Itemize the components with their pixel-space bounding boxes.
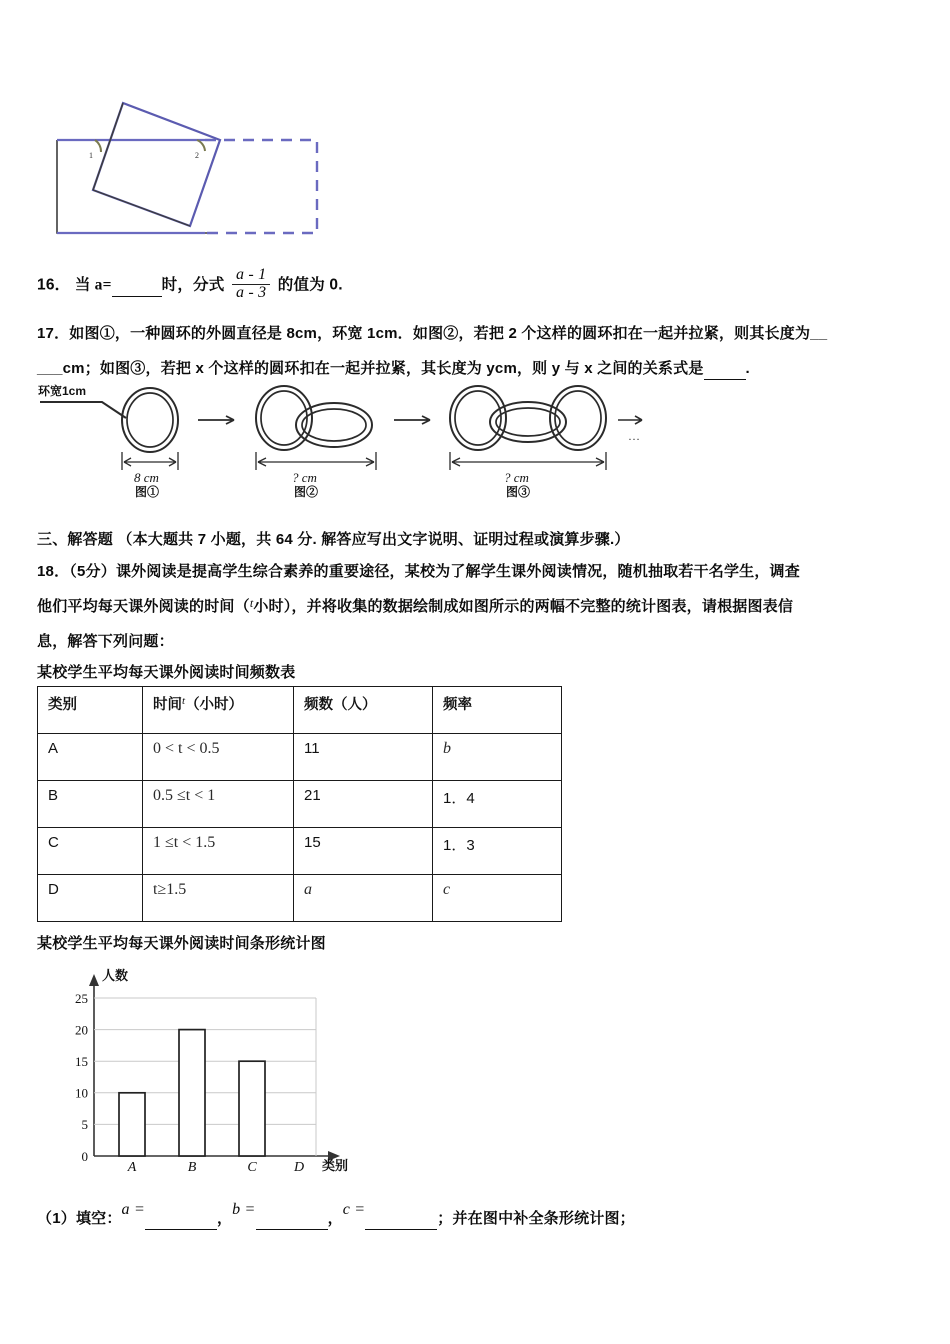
figure-2-caption: 图②	[294, 485, 319, 498]
arrow-1	[198, 416, 234, 424]
header-category: 类别	[38, 687, 143, 734]
cell-rate: b	[433, 734, 562, 781]
header-time-superscript: t	[182, 695, 186, 707]
figure-overlapping-rectangles	[45, 78, 345, 248]
dim2-ticks	[256, 452, 376, 470]
frequency-table-head	[38, 687, 562, 734]
arrow-2	[394, 416, 430, 424]
q17-number: 17．	[37, 325, 70, 342]
q18-1-b-equals: b =	[232, 1201, 256, 1218]
translated-rect-dashed	[205, 140, 317, 233]
y-axis-label: 人数	[102, 968, 129, 983]
figure-rings	[38, 378, 648, 503]
question-16	[37, 268, 343, 303]
question-17-line-2	[37, 357, 750, 380]
q18-1-b-blank[interactable]	[256, 1212, 328, 1230]
bar-chart-svg	[44, 958, 374, 1173]
angle-label-1: 1	[89, 151, 93, 160]
bar-C	[239, 1061, 265, 1156]
dim1-ticks	[122, 452, 178, 470]
rings-ellipsis: …	[628, 429, 640, 443]
y-tick-labels	[75, 991, 88, 1164]
section-3-heading: 三、解答题 （本大题共 7 小题，共 64 分. 解答应写出文字说明、证明过程或演算步骤.）	[37, 531, 630, 548]
y-tick-15: 15	[75, 1054, 88, 1069]
question-18-line-2	[37, 595, 793, 616]
y-tick-5: 5	[81, 1117, 88, 1132]
bar-B	[179, 1030, 205, 1156]
base-rect-dark-edges	[57, 140, 210, 233]
question-18-line-3: 息，解答下列问题：	[37, 633, 174, 650]
angle-1-arc	[95, 140, 101, 152]
fraction-numerator: a - 1	[235, 266, 267, 283]
bar-chart-title: 某校学生平均每天课外阅读时间条形统计图	[37, 935, 326, 952]
table-row	[38, 734, 562, 781]
cell-rate: 1．4	[433, 781, 562, 828]
cell-time: 1 ≤t < 1.5	[143, 828, 294, 875]
rectangles-svg	[45, 78, 345, 243]
q18-1-comma-1: ，	[216, 1210, 233, 1227]
q18-score: （5分）	[69, 563, 116, 580]
y-axis-arrow	[89, 974, 99, 986]
q17-line1: 如图①，一种圆环的外圆直径是 8cm，环宽 1cm．如图②，若把 2 个这样的圆环扣在一起并拉紧，则其长度为__	[69, 325, 828, 342]
cell-time: t≥1.5	[143, 875, 294, 922]
ring3a-inner	[455, 391, 501, 445]
q16-number: 16．	[37, 276, 71, 294]
ring3c-inner	[555, 391, 601, 445]
cell-category: B	[38, 781, 143, 828]
header-time-text: 时间	[153, 697, 182, 713]
q18-1-c-blank[interactable]	[365, 1212, 437, 1230]
cell-category: A	[38, 734, 143, 781]
table-row	[38, 781, 562, 828]
q16-pre: 当 a=	[74, 276, 112, 294]
dim3-label: ? cm	[504, 470, 529, 485]
q18-line2-b: 小时），并将收集的数据绘制成如图所示的两幅不完整的统计图表，请根据图表信	[253, 598, 794, 615]
header-frequency: 频数（人）	[294, 687, 433, 734]
rotated-rect	[93, 103, 220, 226]
cell-frequency: 15	[294, 828, 433, 875]
q16-fraction	[232, 267, 270, 302]
fraction-denominator: a - 3	[232, 284, 270, 302]
frequency-table-title: 某校学生平均每天课外阅读时间频数表	[37, 664, 296, 681]
bar-chart	[44, 958, 374, 1178]
x-tick-labels	[127, 1160, 304, 1173]
cell-rate: 1．3	[433, 828, 562, 875]
q17-relation-blank[interactable]	[704, 362, 746, 380]
angle-2-arc	[197, 140, 205, 151]
table-header-row	[38, 687, 562, 734]
cell-time: 0.5 ≤t < 1	[143, 781, 294, 828]
question-18-line-1	[37, 560, 800, 581]
header-rate: 频率	[433, 687, 562, 734]
table-row	[38, 828, 562, 875]
bar-A	[119, 1093, 145, 1156]
q18-line1: 课外阅读是提高学生综合素养的重要途径，某校为了解学生课外阅读情况，随机抽取若干名学生，调查	[115, 563, 800, 580]
cell-frequency: 11	[294, 734, 433, 781]
y-tick-0: 0	[81, 1149, 88, 1164]
cell-frequency: a	[294, 875, 433, 922]
cell-time: 0 < t < 0.5	[143, 734, 294, 781]
x-tick-C: C	[247, 1160, 257, 1173]
ring2a-outer	[256, 386, 312, 450]
question-18-part-1	[37, 1201, 635, 1230]
x-axis-label: 类别	[322, 1158, 349, 1173]
ring-width-leader	[40, 402, 126, 418]
q16-blank[interactable]	[112, 278, 162, 297]
dim3-ticks	[450, 452, 606, 470]
x-tick-D: D	[293, 1160, 305, 1173]
q16-post: 的值为 0.	[277, 276, 343, 294]
q18-1-label: （1）填空：	[37, 1210, 122, 1227]
y-tick-20: 20	[75, 1022, 88, 1038]
x-tick-B: B	[187, 1160, 197, 1173]
q18-line2-a: 他们平均每天课外阅读的时间（	[37, 598, 250, 615]
cell-frequency: 21	[294, 781, 433, 828]
q18-1-comma-2: ，	[327, 1210, 343, 1227]
header-time	[143, 687, 294, 734]
q18-1-semicolon: ；	[437, 1210, 453, 1227]
cell-category: D	[38, 875, 143, 922]
table-row	[38, 875, 562, 922]
question-17-line-1	[37, 322, 827, 343]
q18-1-a-blank[interactable]	[145, 1212, 217, 1230]
q18-number: 18．	[37, 563, 70, 580]
figure-3-caption: 图③	[506, 485, 531, 498]
q18-1-tail: 并在图中补全条形统计图；	[452, 1210, 635, 1227]
figure-1-caption: 图①	[135, 485, 160, 498]
ring1-inner	[127, 393, 173, 447]
ring-width-label: 环宽1cm	[38, 384, 87, 398]
y-tick-25: 25	[75, 991, 88, 1006]
y-tick-10: 10	[75, 1085, 88, 1101]
ring1-outer	[122, 388, 178, 452]
q16-mid: 时，分式	[161, 276, 225, 294]
cell-category: C	[38, 828, 143, 875]
dim1-label: 8 cm	[134, 470, 159, 485]
q17-line2-b: .	[745, 360, 750, 377]
frequency-table-body	[38, 734, 562, 922]
arrow-3	[618, 416, 642, 424]
angle-label-2: 2	[195, 151, 199, 160]
q18-1-a-equals: a =	[121, 1201, 145, 1218]
rings-svg	[38, 378, 648, 498]
q18-1-c-equals: c =	[342, 1201, 366, 1218]
header-time-unit: （小时）	[185, 697, 244, 713]
rotated-rect-bottom-edge	[93, 190, 190, 226]
ring2a-inner	[261, 391, 307, 445]
dim2-label: ? cm	[292, 470, 317, 485]
q17-line2-a: ___cm；如图③，若把 x 个这样的圆环扣在一起并拉紧，其长度为 ycm，则 y 与 x 之间的关系式是	[37, 360, 704, 377]
x-tick-A: A	[127, 1160, 137, 1173]
rotated-rect-left-edge	[93, 103, 123, 190]
q18-variable-t: t	[249, 596, 254, 610]
cell-rate: c	[433, 875, 562, 922]
frequency-table	[37, 686, 562, 922]
